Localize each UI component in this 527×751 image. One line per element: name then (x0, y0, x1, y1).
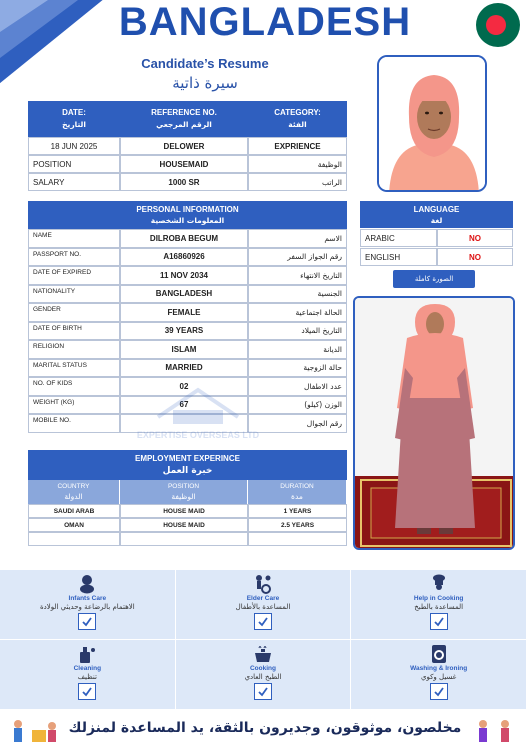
info-value: 11 NOV 2034 (120, 266, 248, 285)
date-value: 18 JUN 2025 (28, 137, 120, 155)
resume-title-ar: سيرة ذاتية (172, 74, 238, 92)
skill-cleaning (0, 640, 176, 710)
category-value: EXPRIENCE (248, 137, 347, 155)
employment-position: HOUSE MAID (120, 518, 248, 532)
employment-country: OMAN (28, 518, 120, 532)
info-value: ISLAM (120, 340, 248, 359)
full-body-photo (353, 296, 515, 550)
info-row-passport (28, 248, 347, 267)
footer (0, 712, 527, 751)
country-title: BANGLADESH (118, 0, 412, 44)
employment-duration: 2.5 YEARS (248, 518, 347, 532)
skill-infants-care (0, 570, 176, 640)
skill-label-ar: غسيل وكوي (420, 673, 457, 681)
reference-table (28, 101, 347, 191)
reference-value: DELOWER (120, 137, 248, 155)
info-label: NAME (28, 229, 120, 248)
position-label: POSITION (28, 155, 120, 173)
language-label: ARABIC (360, 229, 437, 247)
checkbox[interactable] (78, 613, 96, 630)
reference-header: REFERENCE NO. الرقم المرجعي (151, 108, 217, 129)
info-label: DATE OF EXPIRED (28, 266, 120, 285)
info-value: 02 (120, 377, 248, 396)
column-duration: DURATION مدة (248, 480, 347, 504)
employment-header: EMPLOYMENT EXPERINCE خبرة العمل (28, 450, 347, 480)
skill-cooking (176, 640, 352, 710)
cleaning-people-icon (8, 718, 60, 746)
info-label-ar: التاريخ الميلاد (248, 322, 347, 341)
watermark-text: EXPERTISE OVERSEAS LTD (136, 430, 260, 440)
skill-label: Elder Care (246, 595, 280, 602)
checkbox[interactable] (78, 683, 96, 700)
skill-label-ar: المساعدة بالأطفال (235, 603, 291, 611)
info-value: FEMALE (120, 303, 248, 322)
cleaning-icon (76, 644, 98, 664)
info-value: A16860926 (120, 248, 248, 267)
info-value: 67 (120, 396, 248, 415)
employment-country (28, 532, 120, 546)
category-header: CATEGORY: الفئة (274, 108, 321, 129)
baby-icon (76, 574, 98, 594)
employment-country: SAUDI ARAB (28, 504, 120, 518)
column-position: POSITION الوظيفة (120, 480, 248, 504)
info-label-ar: التاريخ الانتهاء (248, 266, 347, 285)
column-country: COUNTRY الدولة (28, 480, 120, 504)
checkbox[interactable] (430, 613, 448, 630)
info-label: GENDER (28, 303, 120, 322)
language-value: NO (437, 248, 513, 266)
company-watermark (118, 382, 278, 442)
salary-label: SALARY (28, 173, 120, 191)
language-row-arabic (360, 229, 513, 247)
info-value: BANGLADESH (120, 285, 248, 304)
info-label: WEIGHT (KG) (28, 396, 120, 415)
position-label-ar: الوظيفة (248, 155, 347, 173)
info-row-gender (28, 303, 347, 322)
washing-machine-icon (428, 644, 450, 664)
info-row-birth (28, 322, 347, 341)
skill-label: Cooking (249, 665, 276, 672)
info-value: MARRIED (120, 359, 248, 378)
skill-help-cooking (351, 570, 527, 640)
salary-value: 1000 SR (120, 173, 248, 191)
table-row (28, 518, 347, 532)
info-label-ar: الحالة اجتماعية (248, 303, 347, 322)
table-row (28, 532, 347, 546)
cooking-pot-icon (252, 644, 274, 664)
portrait-photo (377, 55, 487, 192)
info-label-ar: رقم الجواز السفر (248, 248, 347, 267)
info-value: DILROBA BEGUM (120, 229, 248, 248)
info-label: NATIONALITY (28, 285, 120, 304)
position-value: HOUSEMAID (120, 155, 248, 173)
elder-icon (252, 574, 274, 594)
language-row-english (360, 248, 513, 266)
full-photo-label: الصورة كاملة (393, 270, 475, 288)
personal-info-header: PERSONAL INFORMATION المعلومات الشخصية (28, 201, 347, 229)
info-row-marital (28, 359, 347, 378)
info-row-name (28, 229, 347, 248)
checkbox[interactable] (254, 613, 272, 630)
salary-label-ar: الراتب (248, 173, 347, 191)
info-label: PASSPORT NO. (28, 248, 120, 267)
chef-icon (428, 574, 450, 594)
language-header: LANGUAGE لغة (360, 201, 513, 228)
reference-table-header (28, 101, 347, 137)
date-header: DATE: التاريخ (62, 108, 86, 129)
info-label: DATE OF BIRTH (28, 322, 120, 341)
info-label-ar: رقم الجوال (248, 414, 347, 433)
employment-position: HOUSE MAID (120, 504, 248, 518)
info-label-ar: الاسم (248, 229, 347, 248)
employment-duration: 1 YEARS (248, 504, 347, 518)
info-value: 39 YEARS (120, 322, 248, 341)
info-label: NO. OF KIDS (28, 377, 120, 396)
skill-label-ar: تنظيف (77, 673, 97, 681)
skill-label-ar: الاهتمام بالرضاعة وحديثي الولادة (39, 603, 135, 611)
info-row-expiry (28, 266, 347, 285)
info-label-ar: الديانة (248, 340, 347, 359)
footer-slogan: مخلصون، موثوقون، وجديرون بالثقة، يد المساعدة لمنزلك (68, 720, 462, 736)
language-label: ENGLISH (360, 248, 437, 266)
info-row-religion (28, 340, 347, 359)
employment-table (28, 450, 347, 546)
checkbox[interactable] (254, 683, 272, 700)
info-label-ar: الوزن (كيلو) (248, 396, 347, 415)
info-label-ar: عدد الاطفال (248, 377, 347, 396)
skills-grid (0, 570, 527, 710)
skill-washing-ironing (351, 640, 527, 710)
info-row-nationality (28, 285, 347, 304)
employment-position (120, 532, 248, 546)
skill-elder-care (176, 570, 352, 640)
skill-label: Washing & Ironing (410, 665, 468, 672)
skill-label: Cleaning (73, 665, 102, 672)
resume-title-en: Candidate’s Resume (141, 56, 269, 71)
info-label: RELIGION (28, 340, 120, 359)
language-value: NO (437, 229, 513, 247)
employment-duration (248, 532, 347, 546)
skill-label: Help in Cooking (413, 595, 464, 602)
info-label-ar: الجنسية (248, 285, 347, 304)
skill-label-ar: الطبخ العادي (244, 673, 282, 681)
housekeeper-icon (473, 718, 519, 746)
skill-label-ar: المساعدة بالطبخ (414, 603, 464, 611)
skill-label: Infants Care (68, 595, 107, 602)
info-label: MOBILE NO. (28, 414, 120, 433)
info-label: MARITAL STATUS (28, 359, 120, 378)
info-label-ar: حالة الزوجية (248, 359, 347, 378)
employment-columns (28, 480, 347, 504)
table-row (28, 504, 347, 518)
language-table (360, 201, 513, 266)
bangladesh-flag-icon (475, 2, 521, 48)
checkbox[interactable] (430, 683, 448, 700)
